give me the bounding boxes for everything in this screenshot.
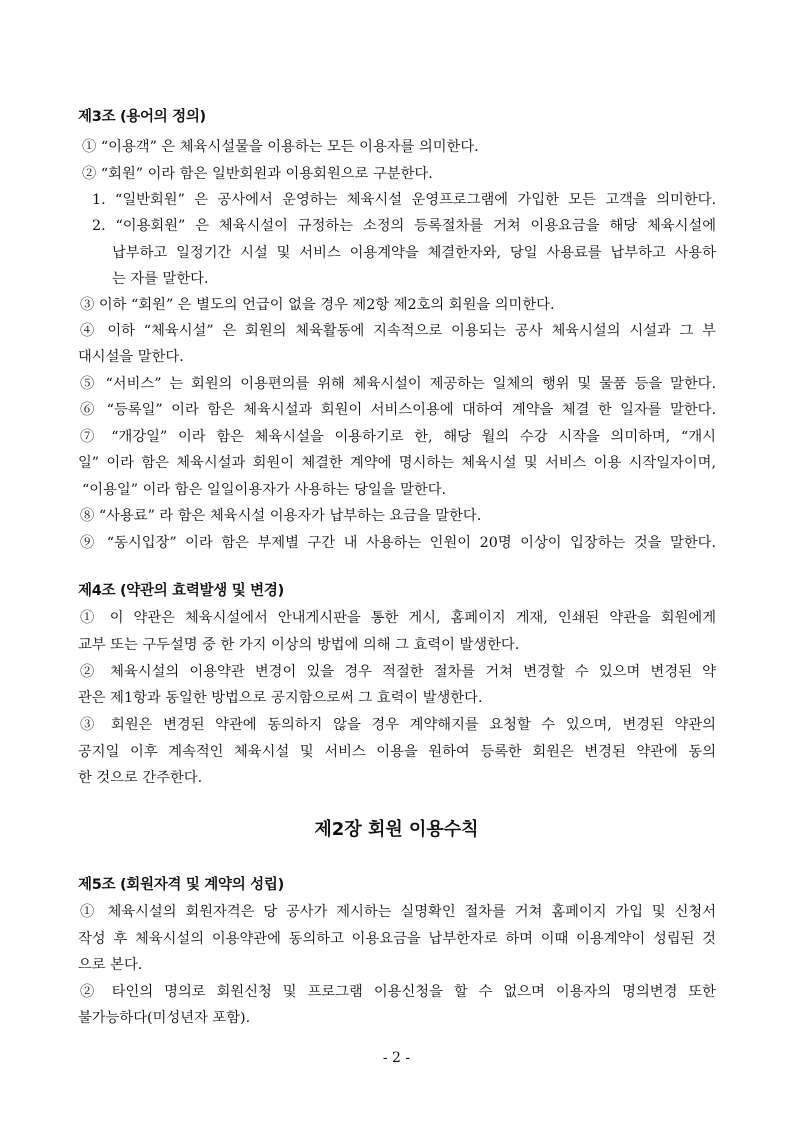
article-3-text-line: ③ 이하 “회원” 은 별도의 언급이 없을 경우 제2항 제2호의 회원을 의미한다. (80, 297, 555, 313)
article-5-heading: 제5조 (회원자격 및 계약의 성립) (78, 877, 284, 893)
article-5-text-line: ② 타인의 명의로 회원신청 및 프로그램 이용신청을 할 수 없으며 이용자의 명의변경 또한 (80, 984, 716, 1000)
page-number: - 2 - (382, 1050, 411, 1066)
article-3-text-line: 1. “일반회원” 은 공사에서 운영하는 체육시설 운영프로그램에 가입한 모든 고객을 의미한다. (92, 192, 716, 208)
article-3-text-line: ① “이용객” 은 체육시설물을 이용하는 모든 이용자를 의미한다. (82, 139, 479, 155)
article-3-text-line: “이용일” 이라 함은 일일이용자가 사용하는 당일을 말한다. (82, 482, 447, 498)
article-3-text-line: 대시설을 말한다. (78, 349, 184, 365)
article-4-text-line: 한 것으로 간주한다. (78, 770, 203, 786)
article-4-text-line: 관은 제1항과 동일한 방법으로 공지함으로써 그 효력이 발생한다. (78, 690, 483, 706)
article-3-text-line: 납부하고 일정기간 시설 및 서비스 이용계약을 체결한자와, 당일 사용료를 납부하고 사용하 (112, 245, 716, 261)
article-4-text-line: ③ 회원은 변경된 약관에 동의하지 않을 경우 계약해지를 요청할 수 있으며, 변경된 약관의 (80, 717, 716, 733)
article-5-text-line: ① 체육시설의 회원자격은 당 공사가 제시하는 실명확인 절차를 거쳐 홈페이지 가입 및 신청서 (80, 904, 716, 920)
article-4-text-line: ② 체육시설의 이용약관 변경이 있을 경우 적절한 절차를 거쳐 변경할 수 있으며 변경된 약 (80, 664, 716, 680)
article-5-text-line: 으로 본다. (78, 957, 143, 973)
article-4-text-line: 공지일 이후 계속적인 체육시설 및 서비스 이용을 원하여 등록한 회원은 변경된 약관에 동의 (78, 744, 716, 760)
article-3-text-line: ⑧ “사용료” 라 함은 체육시설 이용자가 납부하는 요금을 말한다. (80, 508, 482, 524)
article-3-text-line: ② “회원” 이라 함은 일반회원과 이용회원으로 구분한다. (82, 166, 433, 182)
article-4-heading: 제4조 (약관의 효력발생 및 변경) (78, 583, 284, 599)
article-4-text-line: 교부 또는 구두설명 중 한 가지 이상의 방법에 의해 그 효력이 발생한다. (78, 637, 520, 653)
article-3-text-line: ④ 이하 “체육시설” 은 회원의 체육활동에 지속적으로 이용되는 공사 체육시설의 시설과 그 부 (80, 323, 716, 339)
article-4-text-line: ① 이 약관은 체육시설에서 안내게시판을 통한 게시, 홈페이지 게재, 인쇄된 약관을 회원에게 (80, 610, 716, 626)
article-5-text-line: 불가능하다(미성년자 포함). (78, 1010, 251, 1026)
chapter-title: 제2장 회원 이용수칙 (314, 819, 479, 840)
article-3-text-line: 2. “이용회원” 은 체육시설이 규정하는 소정의 등록절차를 거쳐 이용요금을 해당 체육시설에 (92, 218, 716, 234)
article-3-text-line: 일” 이라 함은 체육시설과 회원이 체결한 계약에 명시하는 체육시설 및 서비스 이용 시작일자이며, (78, 455, 716, 471)
article-5-text-line: 작성 후 체육시설의 이용약관에 동의하고 이용요금을 납부한자로 하며 이때 이용계약이 성립된 것 (78, 931, 716, 947)
article-3-text-line: 는 자를 말한다. (112, 271, 209, 287)
article-3-heading: 제3조 (용어의 정의) (78, 109, 206, 125)
article-3-text-line: ⑥ “등록일” 이라 함은 체육시설과 회원이 서비스이용에 대하여 계약을 체결 한 일자를 말한다. (80, 402, 716, 418)
article-3-text-line: ⑨ “동시입장” 이라 함은 부제별 구간 내 사용하는 인원이 20명 이상이 입장하는 것을 말한다. (80, 535, 716, 551)
article-3-text-line: ⑦ “개강일” 이라 함은 체육시설을 이용하기로 한, 해당 월의 수강 시작을 의미하며, “개시 (80, 429, 716, 445)
article-3-text-line: ⑤ “서비스” 는 회원의 이용편의를 위해 체육시설이 제공하는 일체의 행위 및 물품 등을 말한다. (80, 376, 716, 392)
